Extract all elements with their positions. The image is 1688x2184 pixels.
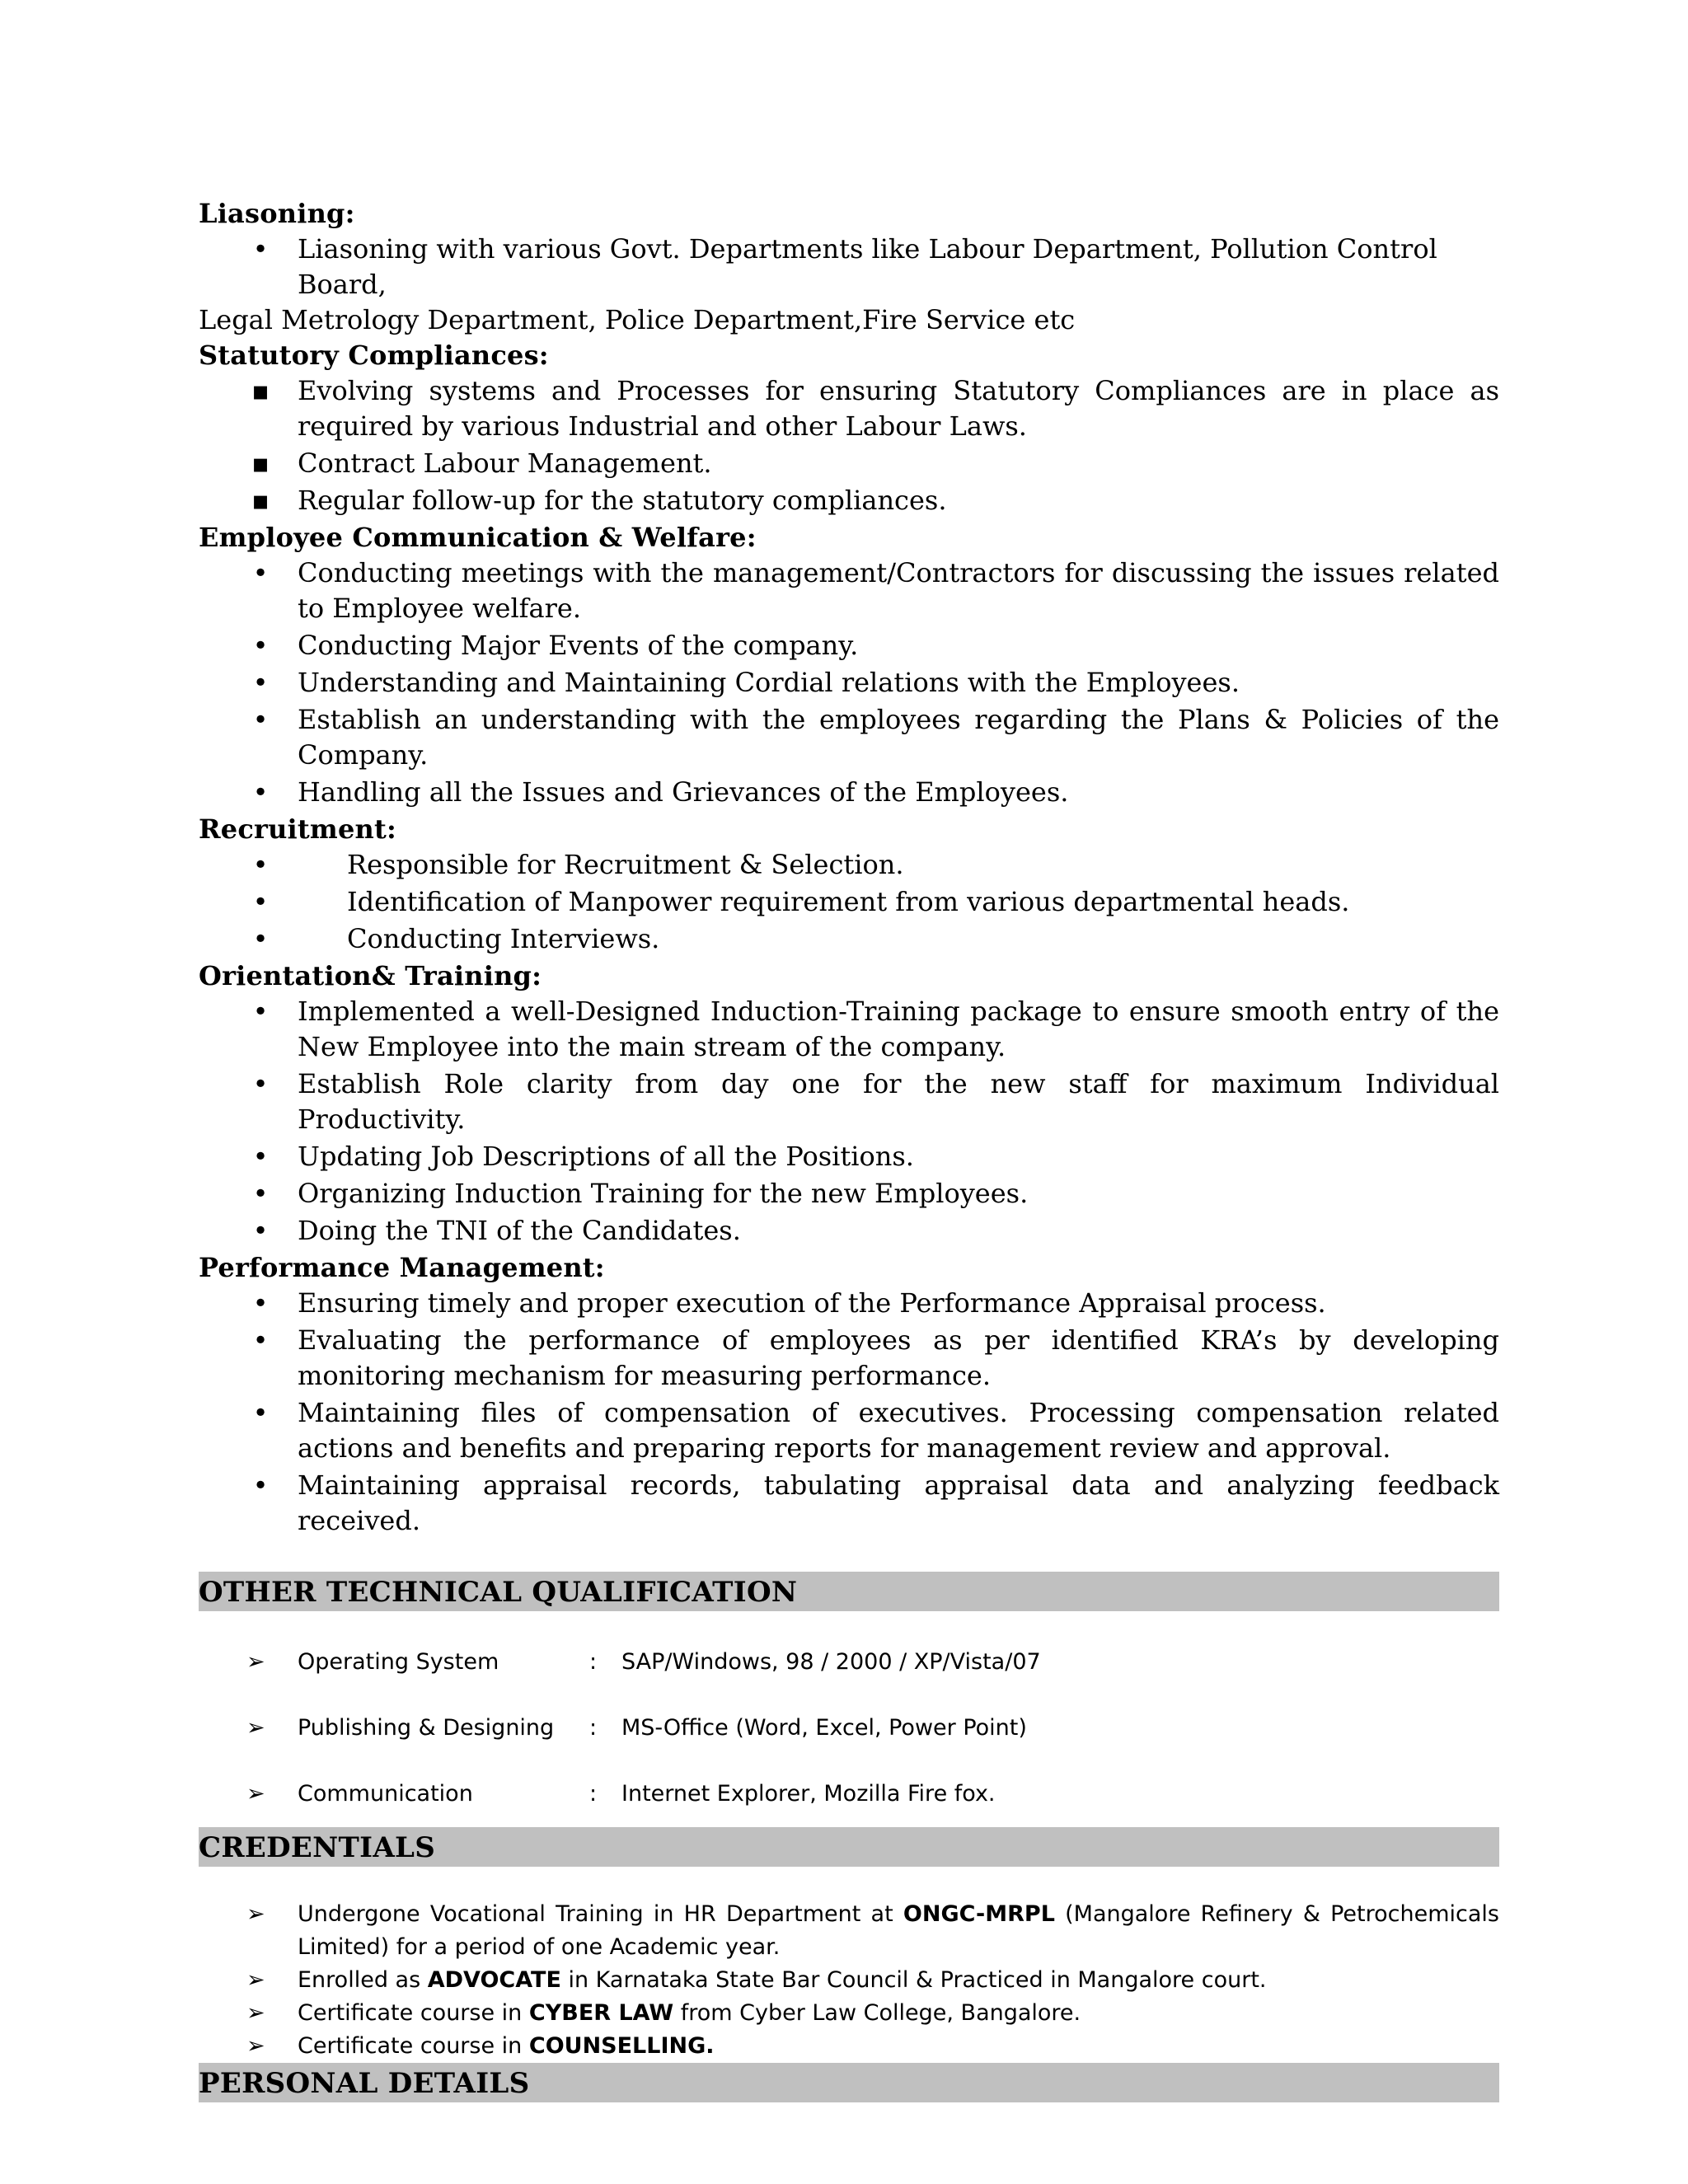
list-item xyxy=(199,1139,1499,1174)
list-item-text: Establish an understanding with the employees regarding the Plans & Policies of the Company. xyxy=(298,704,1499,771)
qualification-label: Communication xyxy=(298,1781,473,1807)
list-item-text: Evaluating the performance of employees as per identified KRA’s by developing monitoring mechanism for measuring performance. xyxy=(298,1324,1499,1391)
list-item xyxy=(199,1323,1499,1394)
bullet-icon: • xyxy=(252,1068,269,1099)
list-item-text: Responsible for Recruitment & Selection. xyxy=(347,849,904,880)
list-item xyxy=(199,994,1499,1065)
bullet-icon: • xyxy=(252,1287,269,1319)
credential-highlight: CYBER LAW xyxy=(528,2000,674,2026)
list-item xyxy=(199,483,1499,518)
list-item xyxy=(199,1964,1499,1997)
bullet-icon: • xyxy=(252,704,269,735)
list-item xyxy=(199,1898,1499,1964)
table-row xyxy=(199,1646,1499,1712)
bullet-icon: • xyxy=(252,1397,269,1428)
list-item-text: Evolving systems and Processes for ensuring Statutory Compliances are in place as required by various Industrial and other Labour Laws. xyxy=(298,375,1499,442)
statutory-list xyxy=(199,373,1499,518)
credential-text: Undergone Vocational Training in HR Department at xyxy=(298,1901,903,1927)
list-item xyxy=(199,1997,1499,2030)
list-item-text: Conducting Major Events of the company. xyxy=(298,630,859,661)
list-item xyxy=(199,1395,1499,1466)
square-bullet-icon: ▪ xyxy=(251,375,270,406)
list-item xyxy=(199,1286,1499,1321)
credential-text: Certificate course in xyxy=(298,2000,529,2026)
communication-list xyxy=(199,555,1499,810)
bullet-icon: • xyxy=(252,996,269,1027)
bullet-icon: • xyxy=(252,1178,269,1209)
section-heading-liasoning: Liasoning: xyxy=(199,198,355,229)
bullet-icon: • xyxy=(252,1324,269,1356)
spacer xyxy=(199,1867,1499,1898)
arrow-bullet-icon: ➢ xyxy=(246,2033,265,2059)
recruitment-list xyxy=(199,847,1499,957)
arrow-bullet-icon: ➢ xyxy=(246,1901,265,1927)
qualification-value: MS-Office (Word, Excel, Power Point) xyxy=(621,1715,1027,1741)
credential-text: from Cyber Law College, Bangalore. xyxy=(673,2000,1081,2026)
qualification-label: Operating System xyxy=(298,1649,499,1675)
arrow-bullet-icon: ➢ xyxy=(246,1649,265,1675)
list-item xyxy=(199,775,1499,810)
list-item-text: Maintaining appraisal records, tabulating appraisal data and analyzing feedback received. xyxy=(298,1469,1499,1536)
list-item xyxy=(199,1468,1499,1539)
list-item xyxy=(199,665,1499,701)
list-item-text: Organizing Induction Training for the new Employees. xyxy=(298,1178,1029,1209)
section-banner-credentials: CREDENTIALS xyxy=(199,1827,1499,1867)
list-item-text: Conducting meetings with the management/Contractors for discussing the issues related to Employee welfare. xyxy=(298,557,1499,624)
list-item xyxy=(199,847,1499,883)
list-item xyxy=(199,373,1499,444)
arrow-bullet-icon: ➢ xyxy=(246,2000,265,2026)
list-item xyxy=(199,232,1499,338)
list-item-text: Identification of Manpower requirement from various departmental heads. xyxy=(347,886,1350,917)
bullet-icon: • xyxy=(252,667,269,698)
credential-highlight: ADVOCATE xyxy=(427,1967,561,1993)
arrow-bullet-icon: ➢ xyxy=(246,1715,265,1741)
list-item-text: Doing the TNI of the Candidates. xyxy=(298,1215,741,1246)
technical-list xyxy=(199,1646,1499,1827)
list-item xyxy=(199,2030,1499,2063)
table-row xyxy=(199,1778,1499,1827)
bullet-icon: • xyxy=(252,1141,269,1172)
bullet-icon: • xyxy=(252,1469,269,1501)
list-item xyxy=(199,702,1499,773)
list-item-text: Implemented a well-Designed Induction-Training package to ensure smooth entry of the New Employee into the main stream of the company. xyxy=(298,996,1499,1062)
arrow-bullet-icon: ➢ xyxy=(246,1781,265,1807)
section-heading-statutory: Statutory Compliances: xyxy=(199,340,549,371)
bullet-icon: • xyxy=(252,630,269,661)
bullet-icon: • xyxy=(252,886,269,917)
list-item-text: Establish Role clarity from day one for the new staff for maximum Individual Productivity. xyxy=(298,1068,1499,1135)
square-bullet-icon: ▪ xyxy=(251,448,270,479)
spacer xyxy=(199,1540,1499,1572)
bullet-icon: • xyxy=(252,557,269,588)
credential-highlight: ONGC-MRPL xyxy=(903,1901,1055,1927)
list-item xyxy=(199,884,1499,920)
bullet-icon: • xyxy=(252,849,269,880)
bullet-icon: • xyxy=(252,1215,269,1246)
credential-text: in Karnataka State Bar Council & Practiced in Mangalore court. xyxy=(560,1967,1267,1993)
credential-highlight: COUNSELLING. xyxy=(528,2033,715,2059)
section-heading-orientation: Orientation& Training: xyxy=(199,960,542,991)
list-item-text: Understanding and Maintaining Cordial relations with the Employees. xyxy=(298,667,1240,698)
list-item-text: Regular follow-up for the statutory compliances. xyxy=(298,485,947,516)
list-item xyxy=(199,1213,1499,1249)
bullet-icon: • xyxy=(252,233,269,265)
list-item xyxy=(199,555,1499,626)
list-item-text: Contract Labour Management. xyxy=(298,448,712,479)
list-item-text: Legal Metrology Department, Police Department,Fire Service etc xyxy=(199,304,1076,335)
section-banner-technical: OTHER TECHNICAL QUALIFICATION xyxy=(199,1572,1499,1611)
section-heading-communication: Employee Communication & Welfare: xyxy=(199,522,757,553)
separator: : xyxy=(589,1649,598,1675)
list-item-text: Conducting Interviews. xyxy=(347,923,660,954)
separator: : xyxy=(589,1715,598,1741)
list-item-text: Maintaining files of compensation of executives. Processing compensation related actions and benefits and preparing reports for management review and approval. xyxy=(298,1397,1499,1464)
list-item xyxy=(199,446,1499,481)
list-item-text: Handling all the Issues and Grievances of the Employees. xyxy=(298,776,1069,808)
list-item-text: Ensuring timely and proper execution of the Performance Appraisal process. xyxy=(298,1287,1326,1319)
credential-text: Enrolled as xyxy=(298,1967,428,1993)
resume-page xyxy=(199,196,1499,2102)
orientation-list xyxy=(199,994,1499,1249)
table-row xyxy=(199,1712,1499,1778)
bullet-icon: • xyxy=(252,776,269,808)
section-heading-recruitment: Recruitment: xyxy=(199,813,396,845)
list-item xyxy=(199,628,1499,663)
arrow-bullet-icon: ➢ xyxy=(246,1967,265,1993)
performance-list xyxy=(199,1286,1499,1539)
qualification-value: Internet Explorer, Mozilla Fire fox. xyxy=(621,1781,996,1807)
list-item xyxy=(199,1176,1499,1212)
credential-text: (Mangalore Refinery & Petrochemicals Limited) for a period of one Academic year. xyxy=(298,1901,1499,1960)
credential-text: Certificate course in xyxy=(298,2033,529,2059)
section-banner-personal: PERSONAL DETAILS xyxy=(199,2063,1499,2102)
credentials-list xyxy=(199,1898,1499,2063)
bullet-icon: • xyxy=(252,923,269,954)
list-item xyxy=(199,1066,1499,1137)
list-item-text: Updating Job Descriptions of all the Positions. xyxy=(298,1141,914,1172)
square-bullet-icon: ▪ xyxy=(251,485,270,516)
qualification-label: Publishing & Designing xyxy=(298,1715,555,1741)
spacer xyxy=(199,1611,1499,1646)
list-item xyxy=(199,921,1499,957)
section-heading-performance: Performance Management: xyxy=(199,1252,605,1283)
qualification-value: SAP/Windows, 98 / 2000 / XP/Vista/07 xyxy=(621,1649,1041,1675)
separator: : xyxy=(589,1781,598,1807)
list-item-text: Liasoning with various Govt. Departments like Labour Department, Pollution Control Board, xyxy=(298,233,1437,300)
